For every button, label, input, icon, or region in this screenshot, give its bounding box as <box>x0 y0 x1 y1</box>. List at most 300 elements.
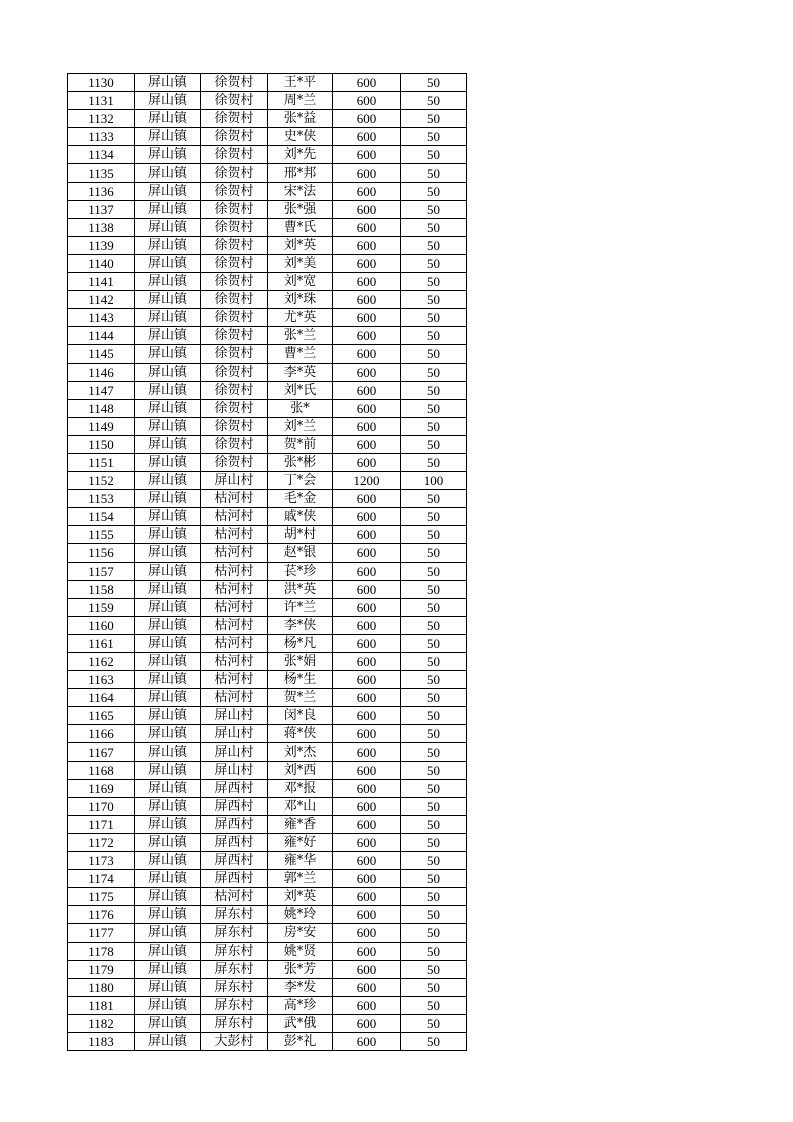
amount-cell: 600 <box>333 815 401 833</box>
row-number-cell: 1160 <box>68 616 135 634</box>
town-cell: 屏山镇 <box>135 526 201 544</box>
subsidy-cell: 50 <box>401 725 467 743</box>
village-cell: 徐贺村 <box>201 74 268 92</box>
subsidy-cell: 50 <box>401 74 467 92</box>
table-row <box>68 779 467 797</box>
amount-cell: 600 <box>333 743 401 761</box>
name-cell: 胡*村 <box>268 526 333 544</box>
amount-cell: 600 <box>333 942 401 960</box>
town-cell: 屏山镇 <box>135 653 201 671</box>
amount-cell: 600 <box>333 345 401 363</box>
row-number-cell: 1158 <box>68 580 135 598</box>
name-cell: 张*强 <box>268 200 333 218</box>
name-cell: 房*安 <box>268 924 333 942</box>
name-cell: 姚*玲 <box>268 906 333 924</box>
village-cell: 徐贺村 <box>201 417 268 435</box>
row-number-cell: 1156 <box>68 544 135 562</box>
town-cell: 屏山镇 <box>135 689 201 707</box>
subsidy-cell: 50 <box>401 182 467 200</box>
subsidy-cell: 50 <box>401 779 467 797</box>
data-table <box>67 73 467 1051</box>
village-cell: 徐贺村 <box>201 273 268 291</box>
subsidy-cell: 50 <box>401 761 467 779</box>
table-row <box>68 345 467 363</box>
amount-cell: 600 <box>333 598 401 616</box>
row-number-cell: 1132 <box>68 110 135 128</box>
table-body <box>68 74 467 1051</box>
name-cell: 尤*英 <box>268 309 333 327</box>
table-row <box>68 309 467 327</box>
village-cell: 徐贺村 <box>201 200 268 218</box>
subsidy-cell: 50 <box>401 363 467 381</box>
name-cell: 周*兰 <box>268 92 333 110</box>
town-cell: 屏山镇 <box>135 996 201 1014</box>
amount-cell: 600 <box>333 960 401 978</box>
row-number-cell: 1155 <box>68 526 135 544</box>
town-cell: 屏山镇 <box>135 634 201 652</box>
subsidy-cell: 50 <box>401 562 467 580</box>
subsidy-cell: 50 <box>401 526 467 544</box>
row-number-cell: 1153 <box>68 490 135 508</box>
village-cell: 屏东村 <box>201 960 268 978</box>
town-cell: 屏山镇 <box>135 508 201 526</box>
name-cell: 刘*英 <box>268 236 333 254</box>
row-number-cell: 1169 <box>68 779 135 797</box>
subsidy-cell: 50 <box>401 453 467 471</box>
table-row <box>68 273 467 291</box>
name-cell: 武*俄 <box>268 1014 333 1032</box>
subsidy-cell: 50 <box>401 634 467 652</box>
subsidy-cell: 50 <box>401 345 467 363</box>
row-number-cell: 1133 <box>68 128 135 146</box>
village-cell: 徐贺村 <box>201 182 268 200</box>
name-cell: 张*益 <box>268 110 333 128</box>
table-row <box>68 707 467 725</box>
table-row <box>68 146 467 164</box>
subsidy-cell: 50 <box>401 508 467 526</box>
row-number-cell: 1151 <box>68 453 135 471</box>
village-cell: 屏西村 <box>201 833 268 851</box>
town-cell: 屏山镇 <box>135 273 201 291</box>
table-row <box>68 906 467 924</box>
name-cell: 蒋*侠 <box>268 725 333 743</box>
town-cell: 屏山镇 <box>135 435 201 453</box>
amount-cell: 600 <box>333 110 401 128</box>
amount-cell: 600 <box>333 797 401 815</box>
amount-cell: 600 <box>333 236 401 254</box>
village-cell: 屏东村 <box>201 942 268 960</box>
subsidy-cell: 50 <box>401 435 467 453</box>
town-cell: 屏山镇 <box>135 128 201 146</box>
table-row <box>68 182 467 200</box>
amount-cell: 600 <box>333 200 401 218</box>
table-row <box>68 74 467 92</box>
subsidy-cell: 50 <box>401 490 467 508</box>
row-number-cell: 1180 <box>68 978 135 996</box>
town-cell: 屏山镇 <box>135 779 201 797</box>
town-cell: 屏山镇 <box>135 978 201 996</box>
village-cell: 徐贺村 <box>201 291 268 309</box>
table-row <box>68 327 467 345</box>
village-cell: 屏东村 <box>201 1014 268 1032</box>
village-cell: 大彭村 <box>201 1032 268 1050</box>
town-cell: 屏山镇 <box>135 345 201 363</box>
name-cell: 杨*生 <box>268 671 333 689</box>
town-cell: 屏山镇 <box>135 707 201 725</box>
amount-cell: 600 <box>333 273 401 291</box>
row-number-cell: 1141 <box>68 273 135 291</box>
table-row <box>68 110 467 128</box>
village-cell: 徐贺村 <box>201 309 268 327</box>
name-cell: 刘*兰 <box>268 417 333 435</box>
row-number-cell: 1152 <box>68 472 135 490</box>
town-cell: 屏山镇 <box>135 146 201 164</box>
name-cell: 赵*银 <box>268 544 333 562</box>
amount-cell: 600 <box>333 996 401 1014</box>
village-cell: 屏东村 <box>201 906 268 924</box>
village-cell: 屏西村 <box>201 779 268 797</box>
amount-cell: 600 <box>333 254 401 272</box>
row-number-cell: 1175 <box>68 888 135 906</box>
village-cell: 屏东村 <box>201 924 268 942</box>
table-row <box>68 580 467 598</box>
town-cell: 屏山镇 <box>135 363 201 381</box>
amount-cell: 600 <box>333 291 401 309</box>
village-cell: 屏西村 <box>201 870 268 888</box>
town-cell: 屏山镇 <box>135 399 201 417</box>
subsidy-cell: 50 <box>401 1014 467 1032</box>
row-number-cell: 1163 <box>68 671 135 689</box>
table-row <box>68 1032 467 1050</box>
subsidy-cell: 50 <box>401 671 467 689</box>
amount-cell: 600 <box>333 653 401 671</box>
name-cell: 史*侠 <box>268 128 333 146</box>
table-row <box>68 435 467 453</box>
subsidy-cell: 50 <box>401 996 467 1014</box>
name-cell: 张*娟 <box>268 653 333 671</box>
row-number-cell: 1140 <box>68 254 135 272</box>
village-cell: 枯河村 <box>201 671 268 689</box>
subsidy-cell: 50 <box>401 689 467 707</box>
name-cell: 丁*会 <box>268 472 333 490</box>
table-row <box>68 453 467 471</box>
town-cell: 屏山镇 <box>135 562 201 580</box>
table-row <box>68 291 467 309</box>
subsidy-cell: 50 <box>401 870 467 888</box>
town-cell: 屏山镇 <box>135 309 201 327</box>
amount-cell: 600 <box>333 526 401 544</box>
amount-cell: 600 <box>333 852 401 870</box>
name-cell: 刘*氏 <box>268 381 333 399</box>
table-row <box>68 689 467 707</box>
amount-cell: 600 <box>333 453 401 471</box>
amount-cell: 600 <box>333 490 401 508</box>
town-cell: 屏山镇 <box>135 924 201 942</box>
name-cell: 邓*报 <box>268 779 333 797</box>
table-row <box>68 833 467 851</box>
row-number-cell: 1161 <box>68 634 135 652</box>
village-cell: 徐贺村 <box>201 128 268 146</box>
name-cell: 刘*杰 <box>268 743 333 761</box>
town-cell: 屏山镇 <box>135 327 201 345</box>
town-cell: 屏山镇 <box>135 725 201 743</box>
subsidy-cell: 50 <box>401 797 467 815</box>
subsidy-cell: 50 <box>401 653 467 671</box>
village-cell: 枯河村 <box>201 508 268 526</box>
subsidy-cell: 50 <box>401 291 467 309</box>
row-number-cell: 1176 <box>68 906 135 924</box>
table-row <box>68 236 467 254</box>
name-cell: 邓*山 <box>268 797 333 815</box>
village-cell: 屏西村 <box>201 797 268 815</box>
village-cell: 枯河村 <box>201 562 268 580</box>
amount-cell: 600 <box>333 580 401 598</box>
town-cell: 屏山镇 <box>135 472 201 490</box>
table-row <box>68 1014 467 1032</box>
table-row <box>68 797 467 815</box>
amount-cell: 600 <box>333 92 401 110</box>
table-row <box>68 924 467 942</box>
name-cell: 彭*礼 <box>268 1032 333 1050</box>
subsidy-cell: 50 <box>401 598 467 616</box>
name-cell: 苌*珍 <box>268 562 333 580</box>
town-cell: 屏山镇 <box>135 870 201 888</box>
row-number-cell: 1171 <box>68 815 135 833</box>
table-row <box>68 815 467 833</box>
amount-cell: 600 <box>333 833 401 851</box>
row-number-cell: 1143 <box>68 309 135 327</box>
village-cell: 徐贺村 <box>201 164 268 182</box>
village-cell: 徐贺村 <box>201 399 268 417</box>
name-cell: 张* <box>268 399 333 417</box>
name-cell: 雍*华 <box>268 852 333 870</box>
name-cell: 曹*氏 <box>268 218 333 236</box>
amount-cell: 600 <box>333 435 401 453</box>
village-cell: 屏山村 <box>201 743 268 761</box>
subsidy-cell: 50 <box>401 616 467 634</box>
row-number-cell: 1144 <box>68 327 135 345</box>
table-row <box>68 526 467 544</box>
amount-cell: 600 <box>333 1014 401 1032</box>
town-cell: 屏山镇 <box>135 1014 201 1032</box>
village-cell: 枯河村 <box>201 580 268 598</box>
subsidy-cell: 50 <box>401 110 467 128</box>
table-row <box>68 671 467 689</box>
amount-cell: 600 <box>333 924 401 942</box>
table-row <box>68 725 467 743</box>
row-number-cell: 1136 <box>68 182 135 200</box>
town-cell: 屏山镇 <box>135 92 201 110</box>
name-cell: 刘*珠 <box>268 291 333 309</box>
name-cell: 贺*前 <box>268 435 333 453</box>
subsidy-cell: 50 <box>401 273 467 291</box>
village-cell: 屏西村 <box>201 815 268 833</box>
name-cell: 毛*金 <box>268 490 333 508</box>
town-cell: 屏山镇 <box>135 200 201 218</box>
town-cell: 屏山镇 <box>135 852 201 870</box>
table-row <box>68 852 467 870</box>
amount-cell: 600 <box>333 508 401 526</box>
name-cell: 李*英 <box>268 363 333 381</box>
town-cell: 屏山镇 <box>135 960 201 978</box>
amount-cell: 600 <box>333 707 401 725</box>
table-row <box>68 888 467 906</box>
table-row <box>68 942 467 960</box>
name-cell: 雍*香 <box>268 815 333 833</box>
name-cell: 张*芳 <box>268 960 333 978</box>
amount-cell: 1200 <box>333 472 401 490</box>
village-cell: 徐贺村 <box>201 110 268 128</box>
row-number-cell: 1168 <box>68 761 135 779</box>
row-number-cell: 1174 <box>68 870 135 888</box>
row-number-cell: 1183 <box>68 1032 135 1050</box>
subsidy-cell: 50 <box>401 218 467 236</box>
town-cell: 屏山镇 <box>135 218 201 236</box>
subsidy-cell: 50 <box>401 254 467 272</box>
town-cell: 屏山镇 <box>135 291 201 309</box>
row-number-cell: 1134 <box>68 146 135 164</box>
amount-cell: 600 <box>333 399 401 417</box>
row-number-cell: 1162 <box>68 653 135 671</box>
village-cell: 枯河村 <box>201 616 268 634</box>
row-number-cell: 1159 <box>68 598 135 616</box>
row-number-cell: 1164 <box>68 689 135 707</box>
town-cell: 屏山镇 <box>135 598 201 616</box>
row-number-cell: 1135 <box>68 164 135 182</box>
name-cell: 郭*兰 <box>268 870 333 888</box>
amount-cell: 600 <box>333 906 401 924</box>
table-row <box>68 598 467 616</box>
name-cell: 刘*英 <box>268 888 333 906</box>
subsidy-cell: 50 <box>401 544 467 562</box>
row-number-cell: 1131 <box>68 92 135 110</box>
row-number-cell: 1179 <box>68 960 135 978</box>
name-cell: 许*兰 <box>268 598 333 616</box>
town-cell: 屏山镇 <box>135 743 201 761</box>
row-number-cell: 1145 <box>68 345 135 363</box>
row-number-cell: 1150 <box>68 435 135 453</box>
village-cell: 枯河村 <box>201 490 268 508</box>
name-cell: 宋*法 <box>268 182 333 200</box>
village-cell: 徐贺村 <box>201 218 268 236</box>
amount-cell: 600 <box>333 779 401 797</box>
row-number-cell: 1142 <box>68 291 135 309</box>
amount-cell: 600 <box>333 870 401 888</box>
village-cell: 枯河村 <box>201 653 268 671</box>
subsidy-cell: 50 <box>401 815 467 833</box>
table-row <box>68 960 467 978</box>
village-cell: 徐贺村 <box>201 92 268 110</box>
row-number-cell: 1173 <box>68 852 135 870</box>
row-number-cell: 1181 <box>68 996 135 1014</box>
village-cell: 屏山村 <box>201 725 268 743</box>
subsidy-cell: 50 <box>401 833 467 851</box>
table-row <box>68 653 467 671</box>
subsidy-cell: 50 <box>401 417 467 435</box>
name-cell: 闵*良 <box>268 707 333 725</box>
subsidy-cell: 50 <box>401 942 467 960</box>
amount-cell: 600 <box>333 888 401 906</box>
row-number-cell: 1166 <box>68 725 135 743</box>
table-row <box>68 200 467 218</box>
amount-cell: 600 <box>333 327 401 345</box>
table-row <box>68 254 467 272</box>
amount-cell: 600 <box>333 616 401 634</box>
village-cell: 徐贺村 <box>201 345 268 363</box>
row-number-cell: 1182 <box>68 1014 135 1032</box>
town-cell: 屏山镇 <box>135 616 201 634</box>
subsidy-cell: 50 <box>401 924 467 942</box>
amount-cell: 600 <box>333 74 401 92</box>
row-number-cell: 1172 <box>68 833 135 851</box>
village-cell: 枯河村 <box>201 888 268 906</box>
table-row <box>68 218 467 236</box>
subsidy-cell: 50 <box>401 888 467 906</box>
village-cell: 徐贺村 <box>201 254 268 272</box>
subsidy-cell: 50 <box>401 92 467 110</box>
town-cell: 屏山镇 <box>135 182 201 200</box>
subsidy-cell: 50 <box>401 906 467 924</box>
town-cell: 屏山镇 <box>135 833 201 851</box>
table-row <box>68 128 467 146</box>
town-cell: 屏山镇 <box>135 381 201 399</box>
table-row <box>68 490 467 508</box>
subsidy-cell: 50 <box>401 978 467 996</box>
table-row <box>68 472 467 490</box>
village-cell: 枯河村 <box>201 598 268 616</box>
table-row <box>68 996 467 1014</box>
town-cell: 屏山镇 <box>135 164 201 182</box>
village-cell: 枯河村 <box>201 526 268 544</box>
subsidy-cell: 50 <box>401 128 467 146</box>
town-cell: 屏山镇 <box>135 797 201 815</box>
amount-cell: 600 <box>333 164 401 182</box>
table-row <box>68 562 467 580</box>
amount-cell: 600 <box>333 417 401 435</box>
amount-cell: 600 <box>333 978 401 996</box>
table-row <box>68 508 467 526</box>
amount-cell: 600 <box>333 146 401 164</box>
town-cell: 屏山镇 <box>135 815 201 833</box>
subsidy-cell: 50 <box>401 960 467 978</box>
name-cell: 李*侠 <box>268 616 333 634</box>
village-cell: 徐贺村 <box>201 327 268 345</box>
row-number-cell: 1130 <box>68 74 135 92</box>
row-number-cell: 1138 <box>68 218 135 236</box>
village-cell: 徐贺村 <box>201 435 268 453</box>
name-cell: 张*兰 <box>268 327 333 345</box>
town-cell: 屏山镇 <box>135 906 201 924</box>
subsidy-cell: 50 <box>401 164 467 182</box>
table-row <box>68 761 467 779</box>
village-cell: 屏山村 <box>201 472 268 490</box>
name-cell: 杨*凡 <box>268 634 333 652</box>
subsidy-cell: 50 <box>401 309 467 327</box>
table-row <box>68 164 467 182</box>
town-cell: 屏山镇 <box>135 580 201 598</box>
name-cell: 张*彬 <box>268 453 333 471</box>
name-cell: 王*平 <box>268 74 333 92</box>
table-row <box>68 634 467 652</box>
town-cell: 屏山镇 <box>135 544 201 562</box>
amount-cell: 600 <box>333 725 401 743</box>
row-number-cell: 1147 <box>68 381 135 399</box>
name-cell: 雍*好 <box>268 833 333 851</box>
village-cell: 徐贺村 <box>201 363 268 381</box>
village-cell: 屏西村 <box>201 852 268 870</box>
table-row <box>68 363 467 381</box>
amount-cell: 600 <box>333 182 401 200</box>
